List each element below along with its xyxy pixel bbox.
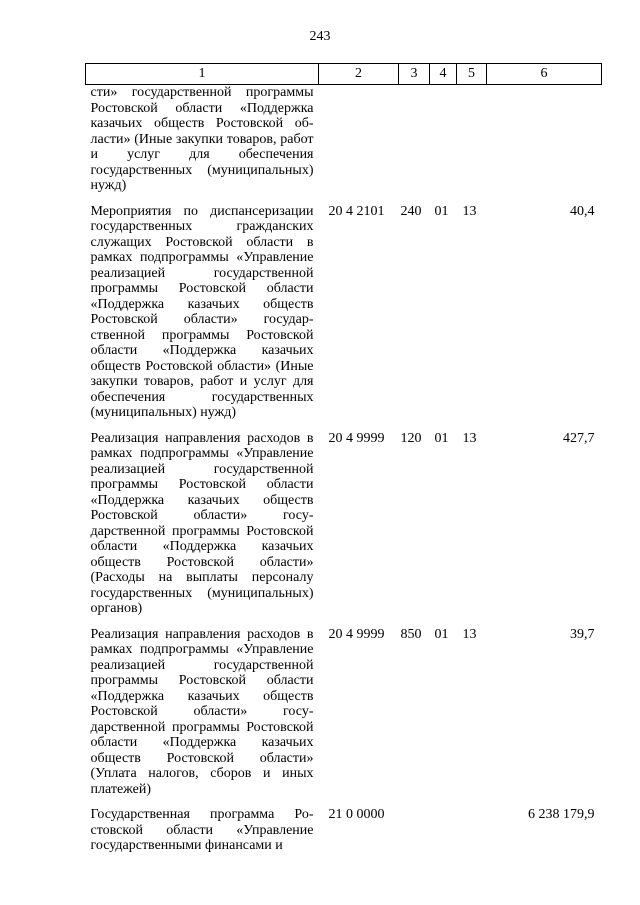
- table-header: [86, 64, 602, 85]
- row-section: [430, 807, 457, 854]
- table-row: [86, 431, 602, 617]
- row-expense-type: 240: [400, 203, 422, 219]
- row-expense-type: 120: [400, 430, 422, 446]
- row-target-code: [319, 85, 399, 194]
- column-header-1: 1: [86, 64, 319, 85]
- column-header-4: 4: [430, 64, 457, 85]
- row-section: 01: [434, 203, 449, 219]
- row-amount: [487, 85, 602, 194]
- page-number: 243: [309, 29, 331, 44]
- column-header-5: 5: [457, 64, 487, 85]
- row-target-code: 20 4 9999: [328, 626, 385, 642]
- row-description: Государственная программа Ростовской области «Управление государственными финансами и: [90, 807, 314, 853]
- table-row: [86, 85, 602, 194]
- row-amount: 40,4: [570, 203, 595, 219]
- row-subsection: 13: [462, 203, 477, 219]
- table-row: [86, 204, 602, 421]
- table-row: [86, 807, 602, 854]
- row-subsection: 13: [462, 430, 477, 446]
- row-subsection: [457, 807, 487, 854]
- row-amount: 6 238 179,9: [528, 807, 595, 822]
- row-description: Мероприятия по диспансеризации государственных гражданских служащих Ростовской области в рамках подпрограммы «Управление реализацией государственной программы Ростовской области «Поддержка казачьих обществ Ростовской области» государственной программы Ростовской области «Поддержка казачьих обществ Ростовской области» (Иные закупки товаров, работ и услуг для обеспечения государственных (муниципальных) нужд): [90, 203, 314, 420]
- row-expense-type: [399, 807, 430, 854]
- row-target-code: 21 0 0000: [328, 807, 385, 822]
- row-target-code: 20 4 9999: [328, 430, 385, 446]
- row-subsection: 13: [462, 626, 477, 642]
- table-row: [86, 627, 602, 798]
- row-description: сти» государственной программы Ростовской области «Поддержка казачьих обществ Ростовской области» (Иные закупки товаров, работ и услуг для обеспечения государственных (муниципальных) нужд): [90, 85, 314, 193]
- row-expense-type: [399, 85, 430, 194]
- row-section: 01: [434, 626, 449, 642]
- row-section: [430, 85, 457, 194]
- column-header-6: 6: [487, 64, 602, 85]
- row-target-code: 20 4 2101: [328, 203, 385, 219]
- row-subsection: [457, 85, 487, 194]
- column-header-2: 2: [319, 64, 399, 85]
- row-description: Реализация направления расходов в рамках подпрограммы «Управление реализацией государственной программы Ростовской области «Поддержка казачьих обществ Ростовской области» государственной программы Ростовской области «Поддержка казачьих обществ Ростовской области» (Уплата налогов, сборов и иных платежей): [90, 626, 314, 797]
- row-description: Реализация направления расходов в рамках подпрограммы «Управление реализацией государственной программы Ростовской области «Поддержка казачьих обществ Ростовской области» государственной программы Ростовской области «Поддержка казачьих обществ Ростовской области» (Расходы на выплаты персоналу государственных (муниципальных) органов): [90, 430, 314, 616]
- row-expense-type: 850: [400, 626, 422, 642]
- row-section: 01: [434, 430, 449, 446]
- column-header-3: 3: [399, 64, 430, 85]
- row-amount: 39,7: [570, 626, 595, 642]
- budget-table: [85, 63, 602, 854]
- row-amount: 427,7: [563, 430, 595, 446]
